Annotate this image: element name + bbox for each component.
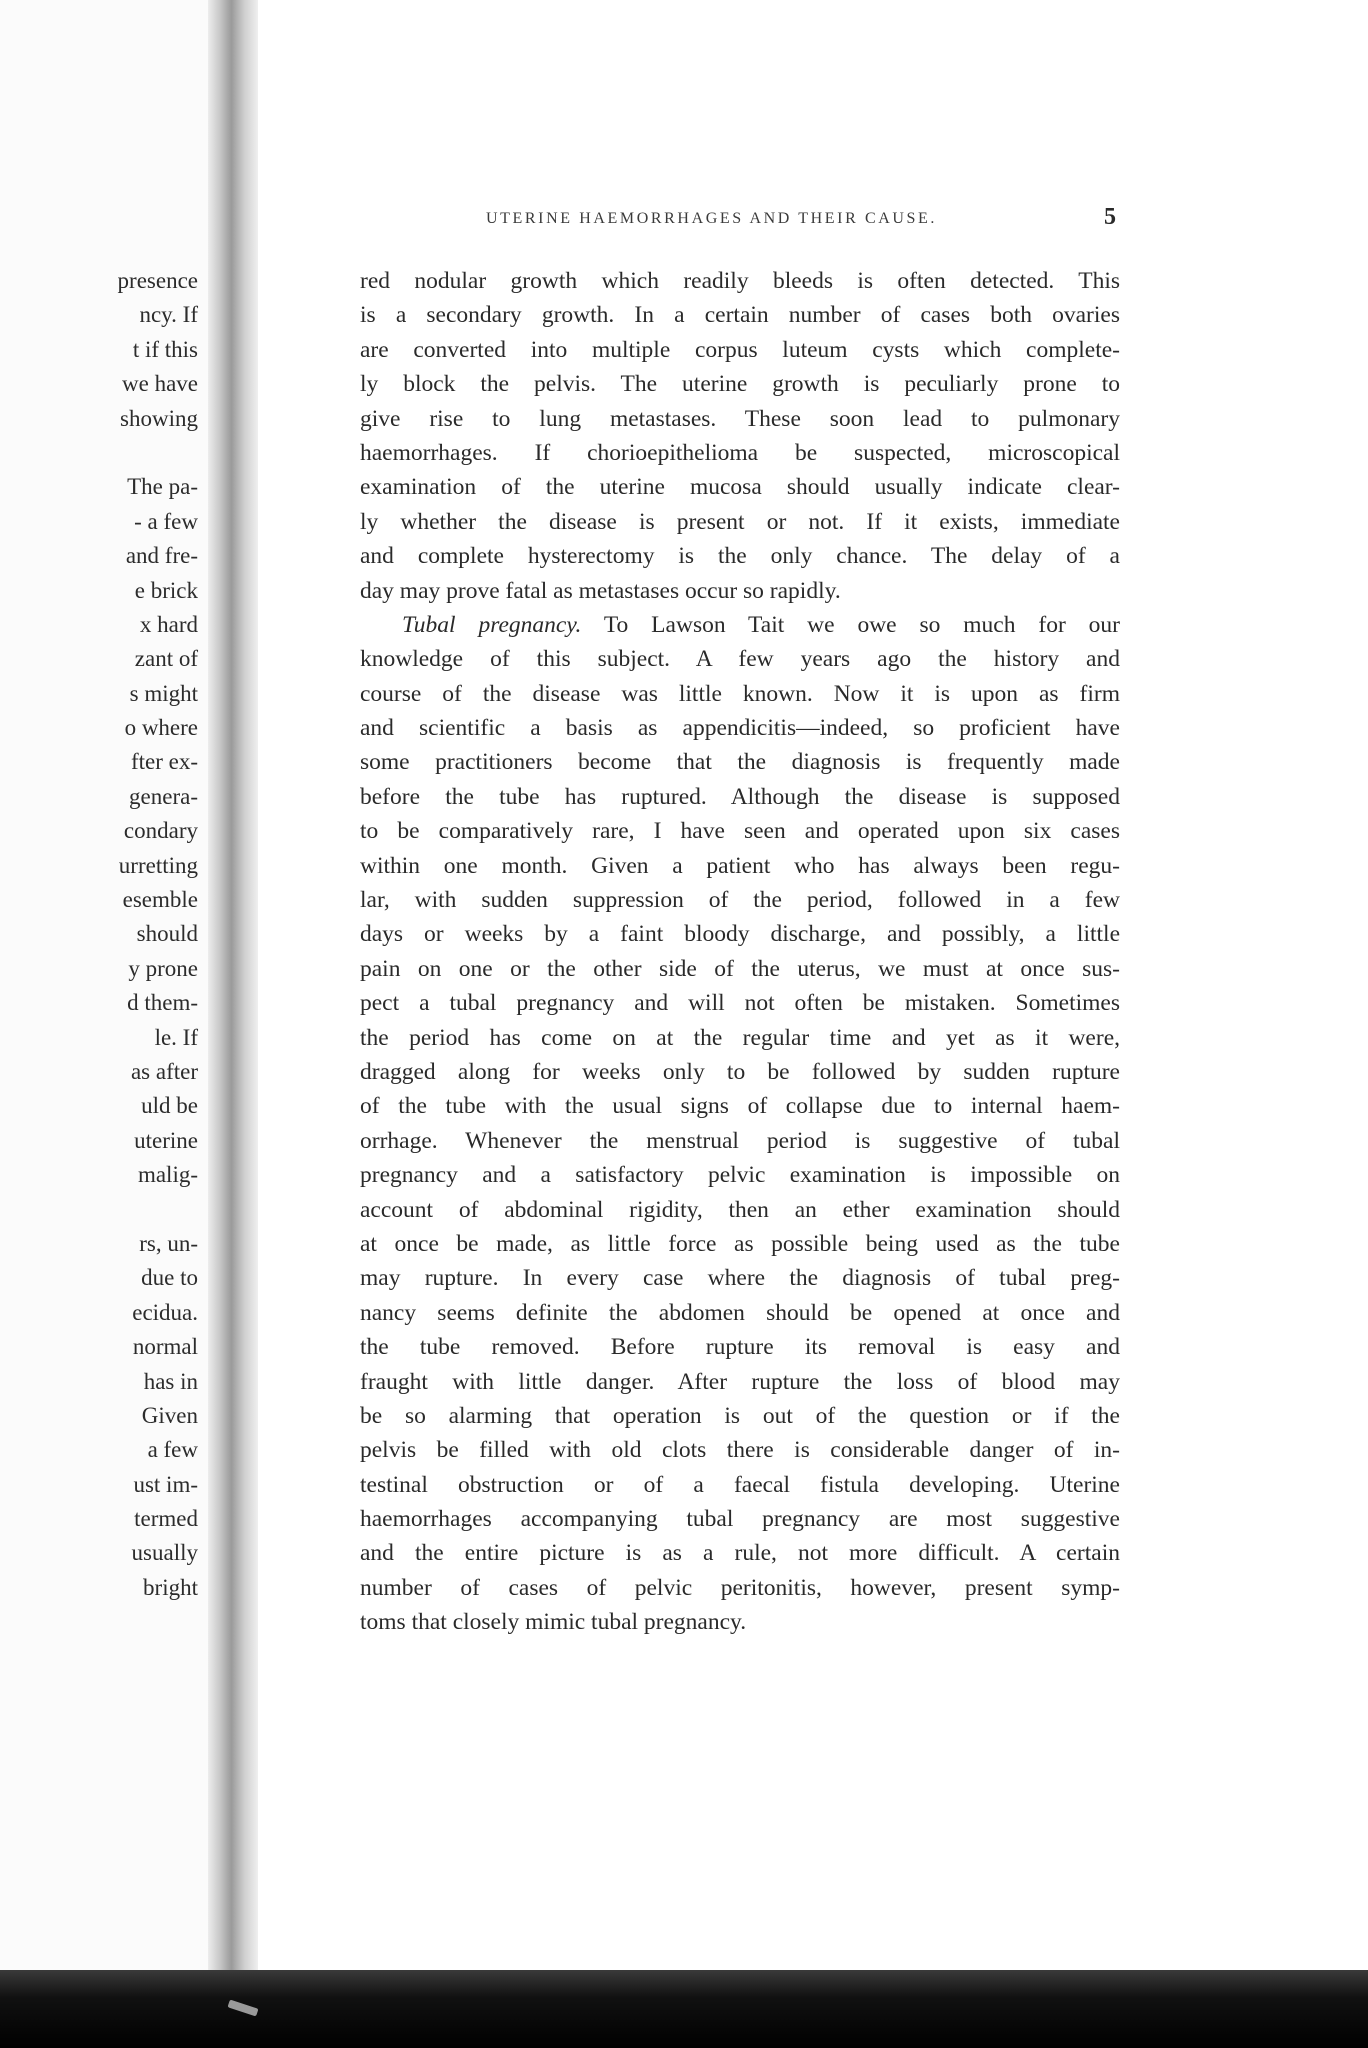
left-page-line: a few xyxy=(147,1437,198,1463)
body-line: dragged along for weeks only to be followed by sudden rupture xyxy=(360,1058,1120,1085)
body-line: is a secondary growth. In a certain number of cases both ovaries xyxy=(360,302,1120,329)
body-line: be so alarming that operation is out of the question or if the xyxy=(360,1402,1120,1429)
body-line: toms that closely mimic tubal pregnancy. xyxy=(360,1609,747,1636)
left-page-line: t if this xyxy=(132,336,198,362)
left-page-line: fter ex- xyxy=(130,749,198,775)
left-page-line: esemble xyxy=(122,887,198,913)
left-page-line: y prone xyxy=(128,955,198,981)
left-page-line: showing xyxy=(120,405,198,431)
body-line: give rise to lung metastases. These soon lead to pulmonary xyxy=(360,405,1120,432)
tubal-heading: Tubal pregnancy. xyxy=(402,611,582,638)
left-page-line: should xyxy=(136,921,198,947)
left-page-line: e brick xyxy=(134,577,198,603)
body-line: nancy seems definite the abdomen should be opened at once and xyxy=(360,1299,1120,1326)
paragraph-tubal-pregnancy xyxy=(360,608,1120,1640)
left-page-line: zant of xyxy=(134,646,198,672)
scan-bottom-edge xyxy=(0,1970,1368,2048)
body-line: the period has come on at the regular time and yet as it were, xyxy=(360,1024,1120,1051)
left-page-line: due to xyxy=(141,1265,198,1291)
body-line: haemorrhages accompanying tubal pregnancy are most suggestive xyxy=(360,1506,1120,1533)
left-page-line xyxy=(0,1193,198,1227)
body-line: red nodular growth which readily bleeds is often detected. This xyxy=(360,268,1120,294)
body-line: days or weeks by a faint bloody discharge, and possibly, a little xyxy=(360,921,1120,948)
body-line: orrhage. Whenever the menstrual period is suggestive of tubal xyxy=(360,1127,1120,1154)
body-line: ly block the pelvis. The uterine growth is peculiarly prone to xyxy=(360,371,1120,398)
paragraph-chorioepithelioma xyxy=(360,264,1120,608)
left-page-line: normal xyxy=(132,1334,198,1360)
body-line: pain on one or the other side of the uterus, we must at once sus- xyxy=(360,955,1120,982)
body-line: pect a tubal pregnancy and will not often be mistaken. Sometimes xyxy=(360,990,1120,1017)
body-line: pelvis be filled with old clots there is considerable danger of in- xyxy=(360,1437,1120,1464)
body-line: number of cases of pelvic peritonitis, however, present symp- xyxy=(360,1574,1120,1601)
body-line: haemorrhages. If chorioepithelioma be suspected, microscopical xyxy=(360,439,1120,466)
body-line: within one month. Given a patient who has always been regu- xyxy=(360,852,1120,879)
left-page-line: ncy. If xyxy=(139,302,198,328)
left-page-line: usually xyxy=(131,1540,198,1566)
left-page-line xyxy=(0,436,198,470)
left-page-line: ust im- xyxy=(133,1471,198,1497)
left-page-line: le. If xyxy=(154,1024,198,1050)
left-page-line: o where xyxy=(124,715,198,741)
body-line: of the tube with the usual signs of collapse due to internal haem- xyxy=(360,1093,1120,1120)
left-page-line: - a few xyxy=(134,508,198,534)
body-line: ly whether the disease is present or not. If it exists, immediate xyxy=(360,508,1120,535)
left-page-line: d them- xyxy=(127,990,198,1016)
body-line: some practitioners become that the diagnosis is frequently made xyxy=(360,749,1120,776)
body-line: pregnancy and a satisfactory pelvic examination is impossible on xyxy=(360,1162,1120,1189)
body-line: testinal obstruction or of a faecal fistula developing. Uterine xyxy=(360,1471,1120,1498)
left-page-line: uld be xyxy=(141,1093,198,1119)
body-line: to be comparatively rare, I have seen and operated upon six cases xyxy=(360,818,1120,845)
left-page-line: Given xyxy=(141,1402,198,1428)
body-line: and scientific a basis as appendicitis—indeed, so proficient have xyxy=(360,715,1120,742)
body-line: examination of the uterine mucosa should usually indicate clear- xyxy=(360,474,1120,501)
body-line: lar, with sudden suppression of the period, followed in a few xyxy=(360,887,1120,914)
left-page-line: termed xyxy=(134,1506,198,1532)
left-page-line: genera- xyxy=(129,783,198,809)
running-head: UTERINE HAEMORRHAGES AND THEIR CAUSE. xyxy=(486,210,938,227)
page-number: 5 xyxy=(1104,204,1116,230)
left-page-line: we have xyxy=(122,371,198,397)
left-page-line: as after xyxy=(130,1058,198,1084)
left-page-text xyxy=(0,264,198,1605)
body-line: and the entire picture is as a rule, not more difficult. A certain xyxy=(360,1540,1120,1567)
left-page-line: has in xyxy=(143,1368,198,1394)
body-line: course of the disease was little known. Now it is upon as firm xyxy=(360,680,1120,707)
body-line xyxy=(360,608,1120,642)
left-page-fragment xyxy=(0,0,215,1990)
body-line: before the tube has ruptured. Although the disease is supposed xyxy=(360,783,1120,810)
left-page-line: and fre- xyxy=(125,543,198,569)
left-page-line: ecidua. xyxy=(132,1299,198,1325)
left-page-line: The pa- xyxy=(127,474,198,500)
left-page-line: urretting xyxy=(118,852,198,878)
book-gutter xyxy=(208,0,260,2048)
left-page-line: x hard xyxy=(139,611,198,637)
body-line: the tube removed. Before rupture its removal is easy and xyxy=(360,1334,1120,1361)
body-line: day may prove fatal as metastases occur so rapidly. xyxy=(360,577,841,604)
body-line: may rupture. In every case where the diagnosis of tubal preg- xyxy=(360,1265,1120,1292)
left-page-line: uterine xyxy=(134,1127,198,1153)
left-page-line: presence xyxy=(117,268,198,293)
left-page-line: condary xyxy=(123,818,198,844)
body-line: at once be made, as little force as possible being used as the tube xyxy=(360,1230,1120,1257)
left-page-line: rs, un- xyxy=(139,1230,198,1256)
body-line: knowledge of this subject. A few years ago the history and xyxy=(360,646,1120,673)
left-page-line: s might xyxy=(129,680,198,706)
body-line: are converted into multiple corpus luteum cysts which complete- xyxy=(360,336,1120,363)
body-text xyxy=(360,264,1120,1640)
left-page-line: bright xyxy=(143,1574,198,1600)
tubal-first-line: To Lawson Tait we owe so much for our xyxy=(603,611,1121,638)
body-line: account of abdominal rigidity, then an ether examination should xyxy=(360,1196,1120,1223)
left-page-line: malig- xyxy=(137,1162,198,1188)
body-line: and complete hysterectomy is the only chance. The delay of a xyxy=(360,543,1120,570)
body-line: fraught with little danger. After rupture the loss of blood may xyxy=(360,1368,1120,1395)
